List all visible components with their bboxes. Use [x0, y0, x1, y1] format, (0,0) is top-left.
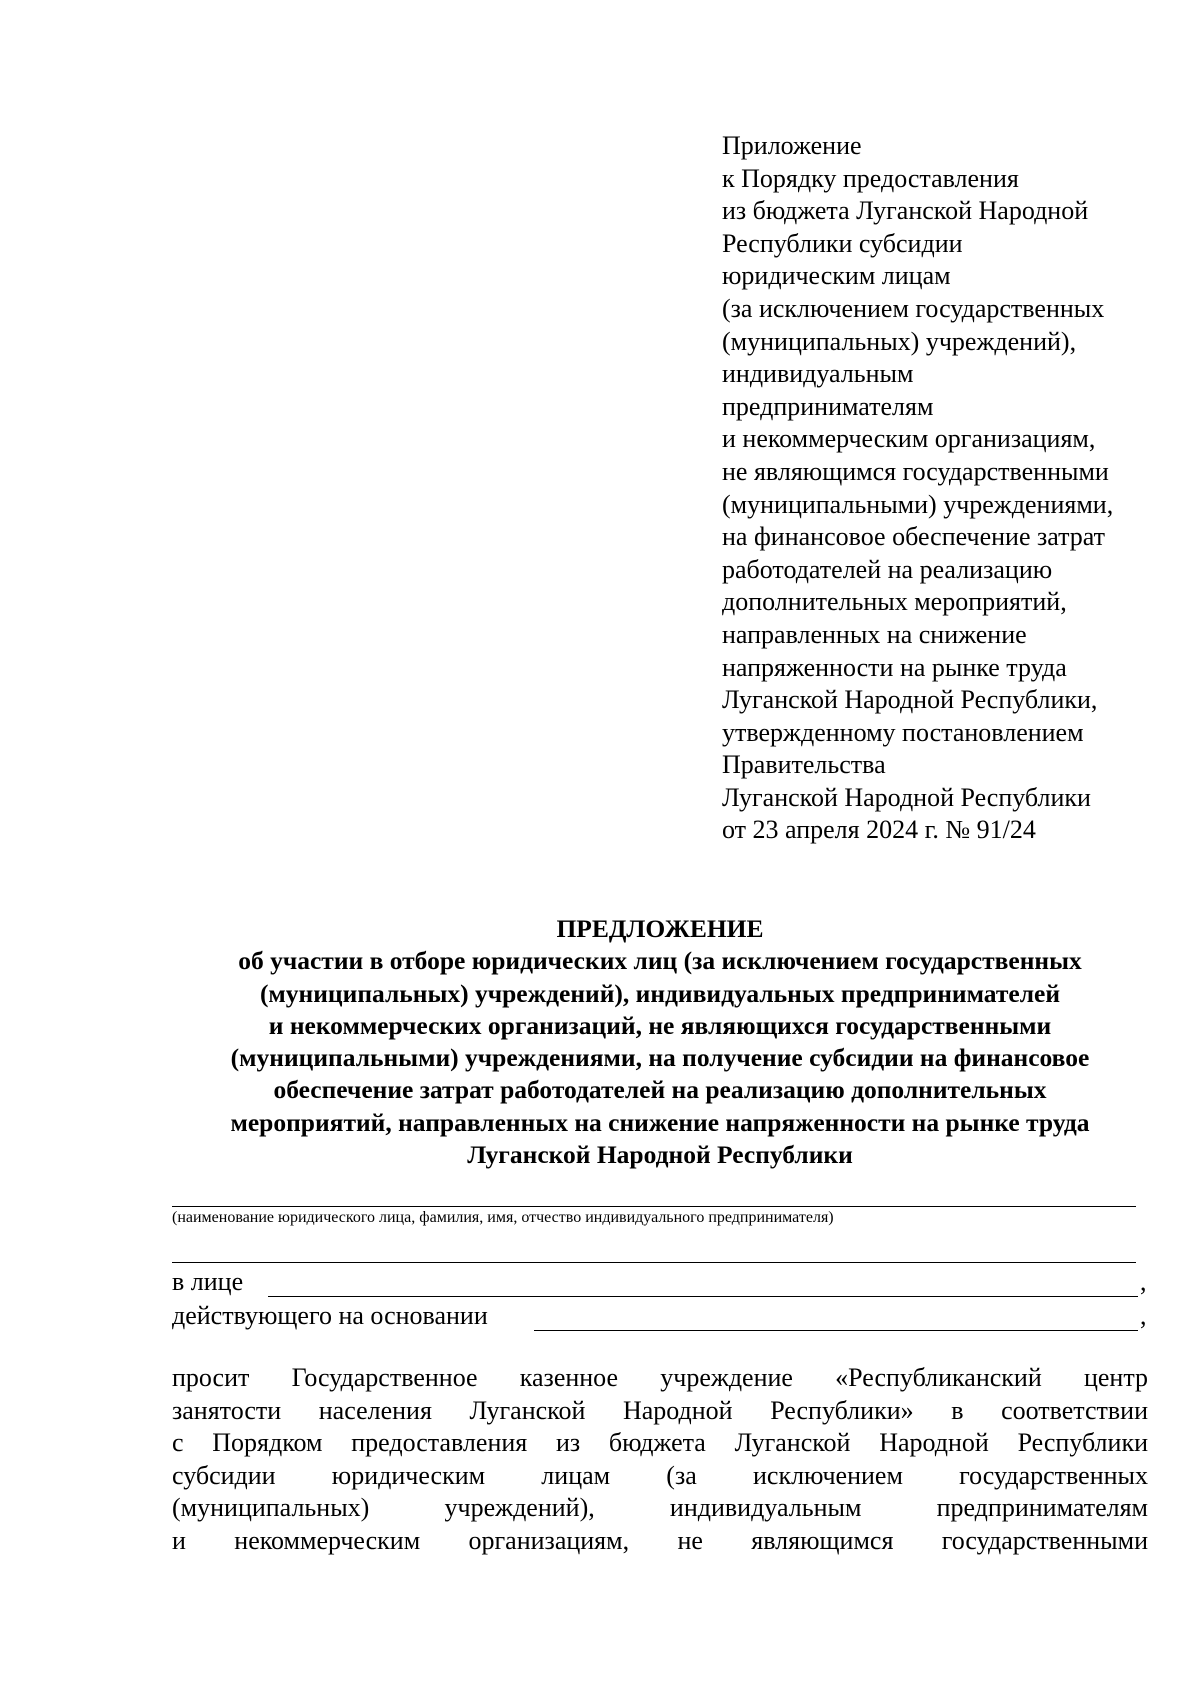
represented-by-comma: ,	[1140, 1267, 1147, 1296]
appendix-line: предпринимателям	[722, 391, 934, 421]
appendix-line: индивидуальным	[722, 359, 914, 389]
appendix-line: к Порядку предоставления	[722, 163, 1019, 193]
acting-basis-comma: ,	[1140, 1301, 1147, 1330]
appendix-line: напряженности на рынке труда	[722, 652, 1067, 682]
represented-by-row	[172, 1266, 1148, 1300]
appendix-line: Приложение	[722, 131, 862, 160]
appendix-line: юридическим лицам	[722, 261, 951, 291]
title-line: и некоммерческих организаций, не являющихся государственными	[268, 1010, 1052, 1040]
body-line: просит Государственное казенное учреждение «Республиканский центр	[172, 1363, 1148, 1392]
body-line: (муниципальных) учреждений), индивидуальным предпринимателям	[172, 1493, 1148, 1523]
acting-basis-field[interactable]	[534, 1330, 1138, 1331]
appendix-line: дополнительных мероприятий,	[722, 587, 1067, 617]
appendix-line: направленных на снижение	[722, 619, 1027, 649]
appendix-line: (муниципальными) учреждениями,	[722, 489, 1114, 519]
appendix-line: от 23 апреля 2024 г. № 91/24	[722, 815, 1036, 845]
title-line: мероприятий, направленных на снижение напряженности на рынке труда	[230, 1107, 1090, 1137]
acting-basis-row	[172, 1300, 1148, 1334]
title-line: обеспечение затрат работодателей на реализацию дополнительных	[273, 1075, 1047, 1105]
body-line: с Порядком предоставления из бюджета Луганской Народной Республики	[172, 1428, 1148, 1458]
appendix-line: Луганской Народной Республики	[722, 782, 1091, 812]
represented-by-label: в лице	[172, 1267, 244, 1296]
appendix-line: Республики субсидии	[722, 228, 963, 258]
title-line: об участии в отборе юридических лиц (за исключением государственных	[238, 946, 1082, 976]
body-line: занятости населения Луганской Народной Республики» в соответствии	[172, 1395, 1148, 1425]
title-line: (муниципальных) учреждений), индивидуальных предпринимателей	[259, 978, 1061, 1008]
body-line: субсидии юридическим лицам (за исключением государственных	[172, 1460, 1148, 1490]
document-title	[160, 913, 1160, 1171]
name-field-caption: (наименование юридического лица, фамилия, имя, отчество индивидуального предпринимателя)	[172, 1209, 834, 1226]
body-line: и некоммерческим организациям, не являющимся государственными	[172, 1525, 1148, 1555]
name-field-line-2[interactable]	[172, 1262, 1136, 1263]
appendix-block	[722, 130, 1182, 847]
name-field-line[interactable]	[172, 1206, 1136, 1207]
represented-by-field[interactable]	[268, 1296, 1138, 1297]
appendix-line: Правительства	[722, 750, 886, 780]
appendix-line: на финансовое обеспечение затрат	[722, 522, 1106, 552]
title-line: (муниципальными) учреждениями, на получение субсидии на финансовое	[230, 1043, 1090, 1073]
acting-basis-label: действующего на основании	[172, 1301, 488, 1330]
appendix-line: Луганской Народной Республики,	[722, 685, 1098, 715]
appendix-line: и некоммерческим организациям,	[722, 424, 1096, 454]
appendix-line: работодателей на реализацию	[722, 554, 1053, 584]
appendix-line: из бюджета Луганской Народной	[722, 196, 1089, 226]
appendix-line: (за исключением государственных	[722, 293, 1105, 323]
appendix-line: не являющимся государственными	[722, 456, 1109, 486]
appendix-line: утвержденному постановлением	[722, 717, 1084, 747]
title-heading: ПРЕДЛОЖЕНИЕ	[556, 914, 764, 943]
body-paragraph	[172, 1362, 1148, 1558]
appendix-line: (муниципальных) учреждений),	[722, 326, 1077, 356]
title-line: Луганской Народной Республики	[467, 1140, 853, 1170]
